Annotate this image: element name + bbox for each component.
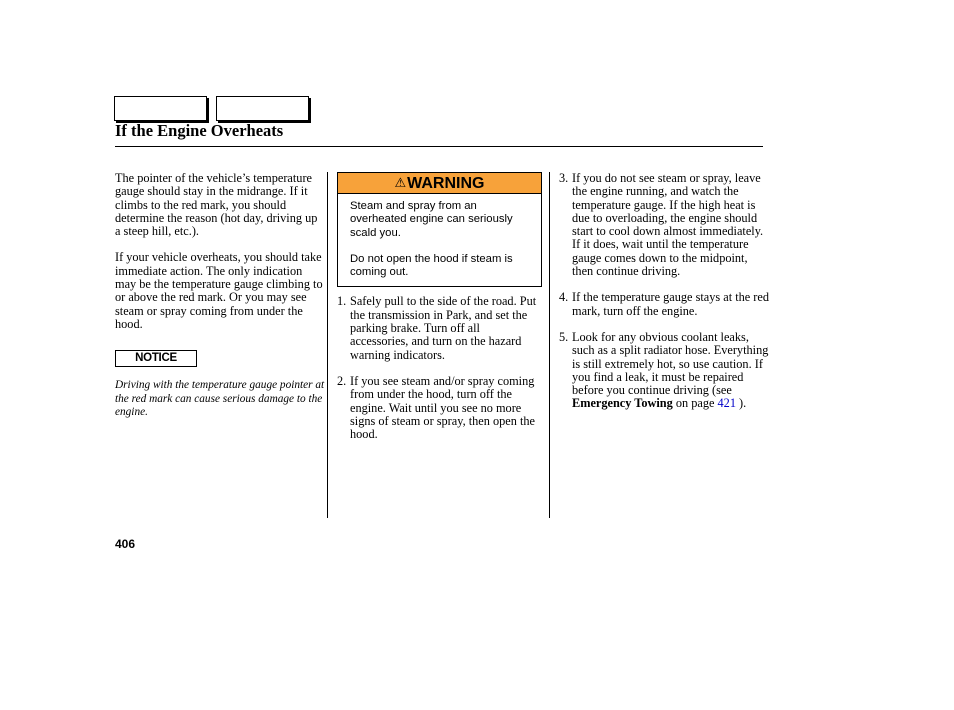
notice-label: NOTICE (115, 350, 197, 367)
header-tab-left (114, 96, 207, 121)
step-5 (559, 331, 769, 411)
step-number: 4. (559, 290, 569, 305)
warning-label: WARNING (407, 175, 485, 192)
step-text: Safely pull to the side of the road. Put the transmission in Park, and set the parking brake. Turn off all accessories, and turn on the hazard warning indicators. (350, 294, 537, 362)
intro-paragraph-1: The pointer of the vehicle’s temperature gauge should stay in the midrange. If it climbs to the red mark, you should determine the reason (hot day, driving up a steep hill, etc.). (115, 171, 318, 239)
column-middle (337, 172, 541, 454)
step-5-text: Look for any obvious coolant leaks, such as a split radiator hose. Everything is still extremely hot, so use caution. If you find a leak, it must be repaired before you continue driving (see (572, 329, 769, 398)
step-text: If the temperature gauge stays at the red mark, turn off the engine. (572, 290, 770, 318)
page-ref-suffix: ). (735, 396, 747, 411)
emergency-towing-reference: Emergency Towing (572, 396, 673, 411)
warning-box (337, 172, 542, 287)
page-title: If the Engine Overheats (115, 121, 284, 140)
column-divider-2 (549, 172, 550, 518)
warning-body (338, 194, 541, 286)
step-number: 3. (559, 171, 569, 185)
header-tab-right (216, 96, 309, 121)
column-divider-1 (327, 172, 328, 518)
step-4 (559, 291, 769, 318)
warning-text-2: Do not open the hood if steam is coming out. (350, 252, 513, 279)
step-2 (337, 375, 541, 441)
page-ref-prefix: on page (672, 396, 718, 411)
page-421-link[interactable]: 421 (717, 396, 736, 411)
page-number: 406 (115, 537, 136, 551)
step-text: If you do not see steam or spray, leave the engine running, and watch the temperature gauge. If the high heat is due to overloading, the engine should start to cool down almost immediately. If it does, wait until the temperature gauge comes down to the midpoint, then continue driving. (572, 171, 764, 279)
notice-text: Driving with the temperature gauge pointer at the red mark can cause serious damage to the engine. (115, 379, 325, 418)
warning-text-1: Steam and spray from an overheated engine can seriously scald you. (350, 200, 513, 239)
step-text (572, 331, 769, 411)
warning-triangle-icon: ⚠ (394, 175, 407, 190)
column-left (115, 172, 325, 419)
intro-paragraph-2: If your vehicle overheats, you should take immediate action. The only indication may be the temperature gauge climbing to or above the red mark. Or you may see steam or spray coming from under the hood. (115, 250, 323, 331)
step-number: 5. (559, 329, 569, 344)
title-divider (115, 146, 763, 147)
step-number: 2. (337, 373, 347, 388)
step-3 (559, 172, 769, 278)
warning-header (338, 173, 541, 194)
column-right (559, 172, 769, 424)
step-text: If you see steam and/or spray coming from under the hood, turn off the engine. Wait until you see no more signs of steam or spray, then open the hood. (350, 373, 535, 442)
step-number: 1. (337, 294, 347, 309)
step-1 (337, 295, 541, 361)
